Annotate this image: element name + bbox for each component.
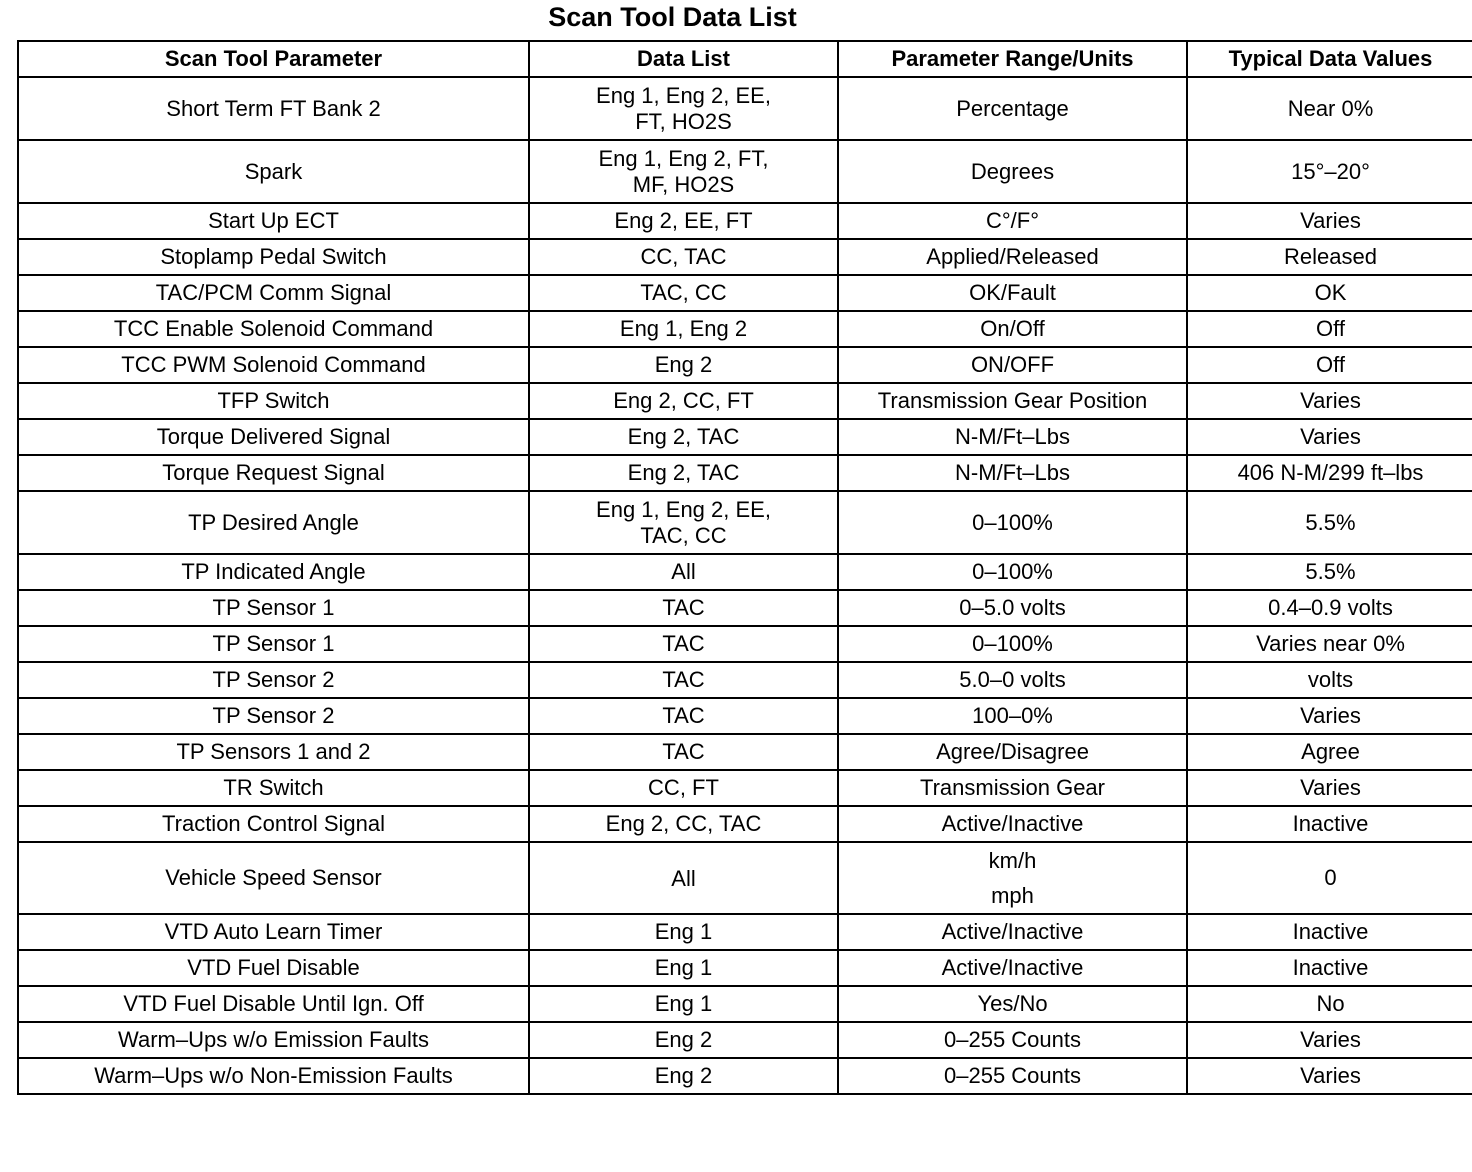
data-list-line: Eng 2, TAC bbox=[627, 424, 740, 449]
range-line: Yes/No bbox=[977, 991, 1048, 1016]
range-line: Transmission Gear bbox=[919, 775, 1105, 800]
cell-typical-value: Varies bbox=[1187, 1058, 1472, 1094]
cell-data-list bbox=[529, 311, 838, 347]
table-row bbox=[18, 698, 1472, 734]
table-row bbox=[18, 806, 1472, 842]
cell-typical-value: 5.5% bbox=[1187, 491, 1472, 554]
cell-range-units bbox=[838, 383, 1187, 419]
cell-range-units bbox=[838, 140, 1187, 203]
cell-typical-value: Varies bbox=[1187, 1022, 1472, 1058]
cell-parameter: TCC PWM Solenoid Command bbox=[18, 347, 529, 383]
cell-data-list bbox=[529, 914, 838, 950]
range-line: N-M/Ft–Lbs bbox=[955, 460, 1070, 485]
cell-data-list bbox=[529, 77, 838, 140]
data-list-line: CC, FT bbox=[648, 775, 719, 800]
data-list-line: MF, HO2S bbox=[632, 171, 735, 197]
cell-typical-value: 406 N-M/299 ft–lbs bbox=[1187, 455, 1472, 491]
cell-parameter: Spark bbox=[18, 140, 529, 203]
cell-typical-value: Varies bbox=[1187, 383, 1472, 419]
cell-parameter: Vehicle Speed Sensor bbox=[18, 842, 529, 914]
cell-parameter: TFP Switch bbox=[18, 383, 529, 419]
cell-parameter: TP Sensor 2 bbox=[18, 662, 529, 698]
data-list-line: Eng 2 bbox=[654, 1063, 713, 1088]
cell-typical-value: Agree bbox=[1187, 734, 1472, 770]
data-list-line: TAC, CC bbox=[640, 522, 727, 548]
table-row bbox=[18, 950, 1472, 986]
cell-parameter: TAC/PCM Comm Signal bbox=[18, 275, 529, 311]
cell-range-units bbox=[838, 590, 1187, 626]
data-list-line: Eng 2 bbox=[654, 1027, 713, 1052]
cell-data-list bbox=[529, 662, 838, 698]
table-row bbox=[18, 626, 1472, 662]
cell-range-units bbox=[838, 554, 1187, 590]
cell-data-list bbox=[529, 239, 838, 275]
data-list-line: TAC bbox=[662, 667, 705, 692]
cell-parameter: TR Switch bbox=[18, 770, 529, 806]
cell-data-list bbox=[529, 491, 838, 554]
cell-typical-value: Off bbox=[1187, 347, 1472, 383]
cell-parameter: Short Term FT Bank 2 bbox=[18, 77, 529, 140]
data-list-line: Eng 2 bbox=[654, 352, 713, 377]
cell-parameter: TP Indicated Angle bbox=[18, 554, 529, 590]
table-row bbox=[18, 347, 1472, 383]
table-row bbox=[18, 239, 1472, 275]
cell-range-units bbox=[838, 419, 1187, 455]
cell-range-units bbox=[838, 698, 1187, 734]
cell-typical-value: Varies bbox=[1187, 770, 1472, 806]
cell-parameter: VTD Auto Learn Timer bbox=[18, 914, 529, 950]
data-list-line: Eng 1 bbox=[654, 919, 713, 944]
header-row bbox=[18, 41, 1472, 77]
cell-typical-value: Varies near 0% bbox=[1187, 626, 1472, 662]
cell-data-list bbox=[529, 419, 838, 455]
data-list-line: Eng 2, TAC bbox=[627, 460, 740, 485]
data-list-line: Eng 2, CC, FT bbox=[613, 388, 754, 413]
cell-typical-value: Off bbox=[1187, 311, 1472, 347]
range-line: 0–255 Counts bbox=[944, 1063, 1081, 1088]
cell-parameter: TP Sensors 1 and 2 bbox=[18, 734, 529, 770]
range-line: 0–100% bbox=[972, 559, 1053, 584]
range-line: 0–100% bbox=[972, 509, 1053, 535]
data-list-line: CC, TAC bbox=[640, 244, 727, 269]
cell-parameter: VTD Fuel Disable bbox=[18, 950, 529, 986]
cell-data-list bbox=[529, 1022, 838, 1058]
range-line: 0–100% bbox=[972, 631, 1053, 656]
cell-data-list bbox=[529, 383, 838, 419]
range-line: 0–5.0 volts bbox=[959, 595, 1066, 620]
cell-data-list bbox=[529, 806, 838, 842]
cell-data-list bbox=[529, 140, 838, 203]
range-line: Transmission Gear Position bbox=[877, 388, 1148, 413]
data-list-line: TAC bbox=[662, 739, 705, 764]
cell-typical-value: volts bbox=[1187, 662, 1472, 698]
cell-range-units bbox=[838, 455, 1187, 491]
cell-typical-value: 15°–20° bbox=[1187, 140, 1472, 203]
range-line: Percentage bbox=[956, 95, 1069, 121]
table-row bbox=[18, 77, 1472, 140]
cell-data-list bbox=[529, 203, 838, 239]
data-list-line: TAC, CC bbox=[640, 280, 727, 305]
table-row bbox=[18, 842, 1472, 914]
cell-range-units bbox=[838, 77, 1187, 140]
table-row bbox=[18, 1058, 1472, 1094]
cell-parameter: TP Sensor 1 bbox=[18, 590, 529, 626]
range-line: km/h bbox=[988, 848, 1037, 873]
cell-typical-value: 5.5% bbox=[1187, 554, 1472, 590]
header-typical-values: Typical Data Values bbox=[1187, 41, 1472, 77]
cell-range-units bbox=[838, 275, 1187, 311]
cell-parameter: Stoplamp Pedal Switch bbox=[18, 239, 529, 275]
cell-range-units bbox=[838, 986, 1187, 1022]
data-list-line: TAC bbox=[662, 703, 705, 728]
data-list-line: Eng 2, CC, TAC bbox=[605, 811, 762, 836]
cell-parameter: TCC Enable Solenoid Command bbox=[18, 311, 529, 347]
cell-typical-value: 0 bbox=[1187, 842, 1472, 914]
cell-typical-value: Varies bbox=[1187, 203, 1472, 239]
data-list-line: Eng 1, Eng 2, EE, bbox=[596, 496, 771, 522]
range-line: Active/Inactive bbox=[941, 919, 1084, 944]
cell-parameter: Traction Control Signal bbox=[18, 806, 529, 842]
header-parameter: Scan Tool Parameter bbox=[18, 41, 529, 77]
cell-parameter: Torque Request Signal bbox=[18, 455, 529, 491]
cell-range-units bbox=[838, 311, 1187, 347]
cell-range-units bbox=[838, 1058, 1187, 1094]
data-list-line: All bbox=[671, 865, 696, 891]
cell-typical-value: Released bbox=[1187, 239, 1472, 275]
cell-range-units bbox=[838, 770, 1187, 806]
cell-typical-value: Inactive bbox=[1187, 806, 1472, 842]
range-line: C°/F° bbox=[985, 208, 1040, 233]
table-row bbox=[18, 662, 1472, 698]
range-line: Active/Inactive bbox=[941, 811, 1084, 836]
cell-parameter: VTD Fuel Disable Until Ign. Off bbox=[18, 986, 529, 1022]
range-line: Agree/Disagree bbox=[936, 739, 1089, 764]
cell-data-list bbox=[529, 842, 838, 914]
cell-typical-value: Near 0% bbox=[1187, 77, 1472, 140]
cell-parameter: TP Sensor 1 bbox=[18, 626, 529, 662]
cell-typical-value: No bbox=[1187, 986, 1472, 1022]
data-list-line: Eng 1, Eng 2 bbox=[619, 316, 748, 341]
cell-range-units bbox=[838, 734, 1187, 770]
cell-typical-value: Inactive bbox=[1187, 950, 1472, 986]
range-line: 100–0% bbox=[972, 703, 1053, 728]
cell-range-units bbox=[838, 347, 1187, 383]
cell-range-units bbox=[838, 950, 1187, 986]
cell-parameter: Torque Delivered Signal bbox=[18, 419, 529, 455]
cell-data-list bbox=[529, 455, 838, 491]
data-list-line: All bbox=[671, 559, 696, 584]
cell-data-list bbox=[529, 554, 838, 590]
cell-range-units bbox=[838, 842, 1187, 914]
range-line: 0–255 Counts bbox=[944, 1027, 1081, 1052]
range-line: mph bbox=[991, 883, 1034, 908]
table-row bbox=[18, 203, 1472, 239]
range-line: Applied/Released bbox=[926, 244, 1099, 269]
table-row bbox=[18, 734, 1472, 770]
cell-range-units bbox=[838, 239, 1187, 275]
range-line: OK/Fault bbox=[969, 280, 1056, 305]
cell-data-list bbox=[529, 950, 838, 986]
table-row bbox=[18, 311, 1472, 347]
range-line: Degrees bbox=[970, 158, 1055, 184]
table-row bbox=[18, 419, 1472, 455]
cell-range-units bbox=[838, 626, 1187, 662]
table-row bbox=[18, 590, 1472, 626]
table-row bbox=[18, 770, 1472, 806]
data-list-line: FT, HO2S bbox=[635, 108, 732, 134]
data-list-line: Eng 2, EE, FT bbox=[614, 208, 753, 233]
cell-parameter: Warm–Ups w/o Emission Faults bbox=[18, 1022, 529, 1058]
data-list-line: TAC bbox=[662, 631, 705, 656]
cell-parameter: Warm–Ups w/o Non-Emission Faults bbox=[18, 1058, 529, 1094]
cell-typical-value: OK bbox=[1187, 275, 1472, 311]
cell-typical-value: 0.4–0.9 volts bbox=[1187, 590, 1472, 626]
cell-parameter: Start Up ECT bbox=[18, 203, 529, 239]
cell-data-list bbox=[529, 590, 838, 626]
table-row bbox=[18, 914, 1472, 950]
header-data-list: Data List bbox=[529, 41, 838, 77]
cell-range-units bbox=[838, 914, 1187, 950]
cell-data-list bbox=[529, 1058, 838, 1094]
table-row bbox=[18, 383, 1472, 419]
header-range-units: Parameter Range/Units bbox=[838, 41, 1187, 77]
cell-range-units bbox=[838, 806, 1187, 842]
cell-data-list bbox=[529, 986, 838, 1022]
range-line: On/Off bbox=[980, 316, 1045, 341]
table-row bbox=[18, 1022, 1472, 1058]
data-list-line: TAC bbox=[662, 595, 705, 620]
cell-data-list bbox=[529, 770, 838, 806]
cell-data-list bbox=[529, 698, 838, 734]
scan-tool-data-table bbox=[17, 40, 1472, 1095]
table-row bbox=[18, 554, 1472, 590]
range-line: ON/OFF bbox=[970, 352, 1055, 377]
table-row bbox=[18, 455, 1472, 491]
cell-data-list bbox=[529, 275, 838, 311]
data-list-line: Eng 1, Eng 2, EE, bbox=[596, 82, 771, 108]
table-row bbox=[18, 491, 1472, 554]
table-title: Scan Tool Data List bbox=[548, 2, 797, 32]
cell-range-units bbox=[838, 491, 1187, 554]
data-list-line: Eng 1 bbox=[654, 955, 713, 980]
cell-range-units bbox=[838, 662, 1187, 698]
cell-data-list bbox=[529, 626, 838, 662]
data-list-line: Eng 1 bbox=[654, 991, 713, 1016]
data-list-line: Eng 1, Eng 2, FT, bbox=[598, 145, 769, 171]
range-line: Active/Inactive bbox=[941, 955, 1084, 980]
cell-range-units bbox=[838, 1022, 1187, 1058]
cell-parameter: TP Sensor 2 bbox=[18, 698, 529, 734]
cell-typical-value: Varies bbox=[1187, 419, 1472, 455]
range-line: 5.0–0 volts bbox=[959, 667, 1066, 692]
cell-data-list bbox=[529, 347, 838, 383]
cell-range-units bbox=[838, 203, 1187, 239]
table-row bbox=[18, 140, 1472, 203]
table-row bbox=[18, 275, 1472, 311]
cell-parameter: TP Desired Angle bbox=[18, 491, 529, 554]
range-line: N-M/Ft–Lbs bbox=[955, 424, 1070, 449]
cell-typical-value: Inactive bbox=[1187, 914, 1472, 950]
cell-data-list bbox=[529, 734, 838, 770]
table-row bbox=[18, 986, 1472, 1022]
cell-typical-value: Varies bbox=[1187, 698, 1472, 734]
